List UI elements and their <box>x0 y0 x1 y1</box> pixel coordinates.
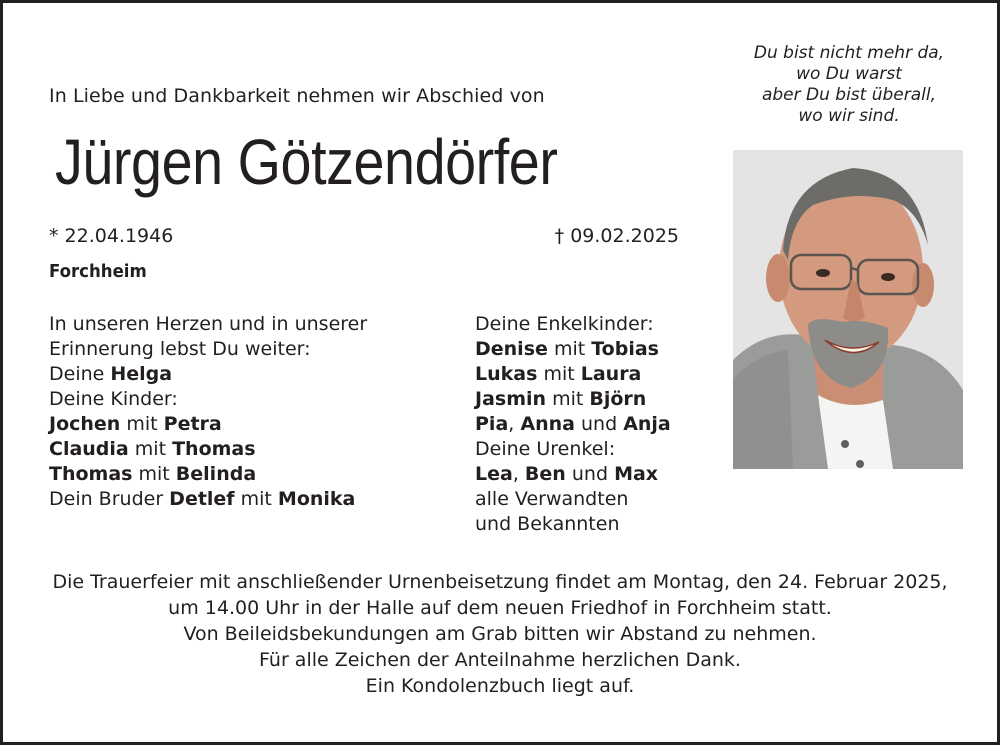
portrait-image <box>733 150 963 469</box>
mourner-name: Monika <box>277 488 356 510</box>
mourner-line <box>49 387 367 412</box>
mourner-name: Laura <box>580 363 642 385</box>
mourner-name: Tobias <box>591 338 659 360</box>
obituary-notice <box>3 3 997 742</box>
details-line: Die Trauerfeier mit anschließender Urnenbeisetzung findet am Montag, den 24. Februar 2025, <box>52 571 948 593</box>
mourner-text: , <box>512 463 525 485</box>
mourner-text: mit <box>546 388 590 410</box>
mourner-name: Petra <box>163 413 222 435</box>
mourner-line <box>475 412 671 437</box>
mourner-line <box>49 462 367 487</box>
mourner-text: alle Verwandten <box>475 488 629 510</box>
mourner-line <box>475 512 671 537</box>
birth-date: * 22.04.1946 <box>49 225 174 247</box>
mourner-line <box>49 412 367 437</box>
mourner-text: und Bekannten <box>475 513 620 535</box>
mourner-name: Lukas <box>475 363 538 385</box>
mourner-name: Detlef <box>169 488 235 510</box>
deceased-name: Jürgen Götzendörfer <box>55 126 558 198</box>
mourner-text: , <box>508 413 521 435</box>
funeral-details <box>3 569 997 699</box>
mourner-text: und <box>565 463 615 485</box>
quote-line: aber Du bist überall, <box>761 85 937 105</box>
mourner-line <box>475 437 671 462</box>
mourner-name: Björn <box>589 388 647 410</box>
mourner-text: Dein Bruder <box>49 488 170 510</box>
mourner-text: und <box>574 413 624 435</box>
mourner-name: Jochen <box>49 413 121 435</box>
mourner-text: mit <box>120 413 164 435</box>
mourner-line <box>49 437 367 462</box>
details-line: Ein Kondolenzbuch liegt auf. <box>365 675 635 697</box>
portrait-photo <box>733 150 963 469</box>
quote-line: Du bist nicht mehr da, <box>753 43 945 63</box>
mourner-name: Anna <box>520 413 575 435</box>
mourner-line <box>49 312 367 337</box>
mourner-line <box>475 337 671 362</box>
mourner-line <box>49 362 367 387</box>
death-date: † 09.02.2025 <box>554 225 679 247</box>
mourners-list-right <box>475 312 671 537</box>
mourner-name: Jasmin <box>475 388 547 410</box>
details-line: um 14.00 Uhr in der Halle auf dem neuen Friedhof in Forchheim statt. <box>168 597 832 619</box>
mourner-name: Ben <box>524 463 566 485</box>
mourner-line <box>49 337 367 362</box>
mourner-name: Max <box>614 463 659 485</box>
details-line: Von Beileidsbekundungen am Grab bitten wir Abstand zu nehmen. <box>183 623 817 645</box>
mourner-line <box>475 487 671 512</box>
mourner-line <box>49 487 367 512</box>
mourner-text: Deine Enkelkinder: <box>475 313 654 335</box>
mourner-text: mit <box>547 338 592 360</box>
mourner-text: Deine Kinder: <box>49 388 178 410</box>
mourner-name: Denise <box>475 338 548 360</box>
quote-line: wo Du warst <box>796 64 902 84</box>
intro-text: In Liebe und Dankbarkeit nehmen wir Abschied von <box>49 85 545 107</box>
mourner-text: mit <box>234 488 278 510</box>
memorial-quote <box>733 43 965 127</box>
mourners-list-left <box>49 312 367 512</box>
mourner-name: Thomas <box>172 438 256 460</box>
mourner-text: mit <box>128 438 173 460</box>
mourner-text: Erinnerung lebst Du weiter: <box>49 338 311 360</box>
mourner-text: mit <box>132 463 176 485</box>
mourner-text: Deine <box>49 363 111 385</box>
mourner-line <box>475 462 671 487</box>
mourner-line <box>475 362 671 387</box>
mourner-name: Thomas <box>49 463 133 485</box>
mourner-name: Pia <box>475 413 509 435</box>
quote-line: wo wir sind. <box>798 106 900 126</box>
mourner-line <box>475 312 671 337</box>
mourner-name: Lea <box>475 463 513 485</box>
place-name: Forchheim <box>49 261 147 282</box>
mourner-line <box>475 387 671 412</box>
mourner-text: Deine Urenkel: <box>475 438 616 460</box>
mourner-name: Anja <box>623 413 671 435</box>
mourner-text: In unseren Herzen und in unserer <box>49 313 368 335</box>
details-line: Für alle Zeichen der Anteilnahme herzlichen Dank. <box>259 649 741 671</box>
mourner-name: Claudia <box>49 438 129 460</box>
mourner-name: Helga <box>110 363 173 385</box>
mourner-name: Belinda <box>175 463 257 485</box>
mourner-text: mit <box>537 363 581 385</box>
